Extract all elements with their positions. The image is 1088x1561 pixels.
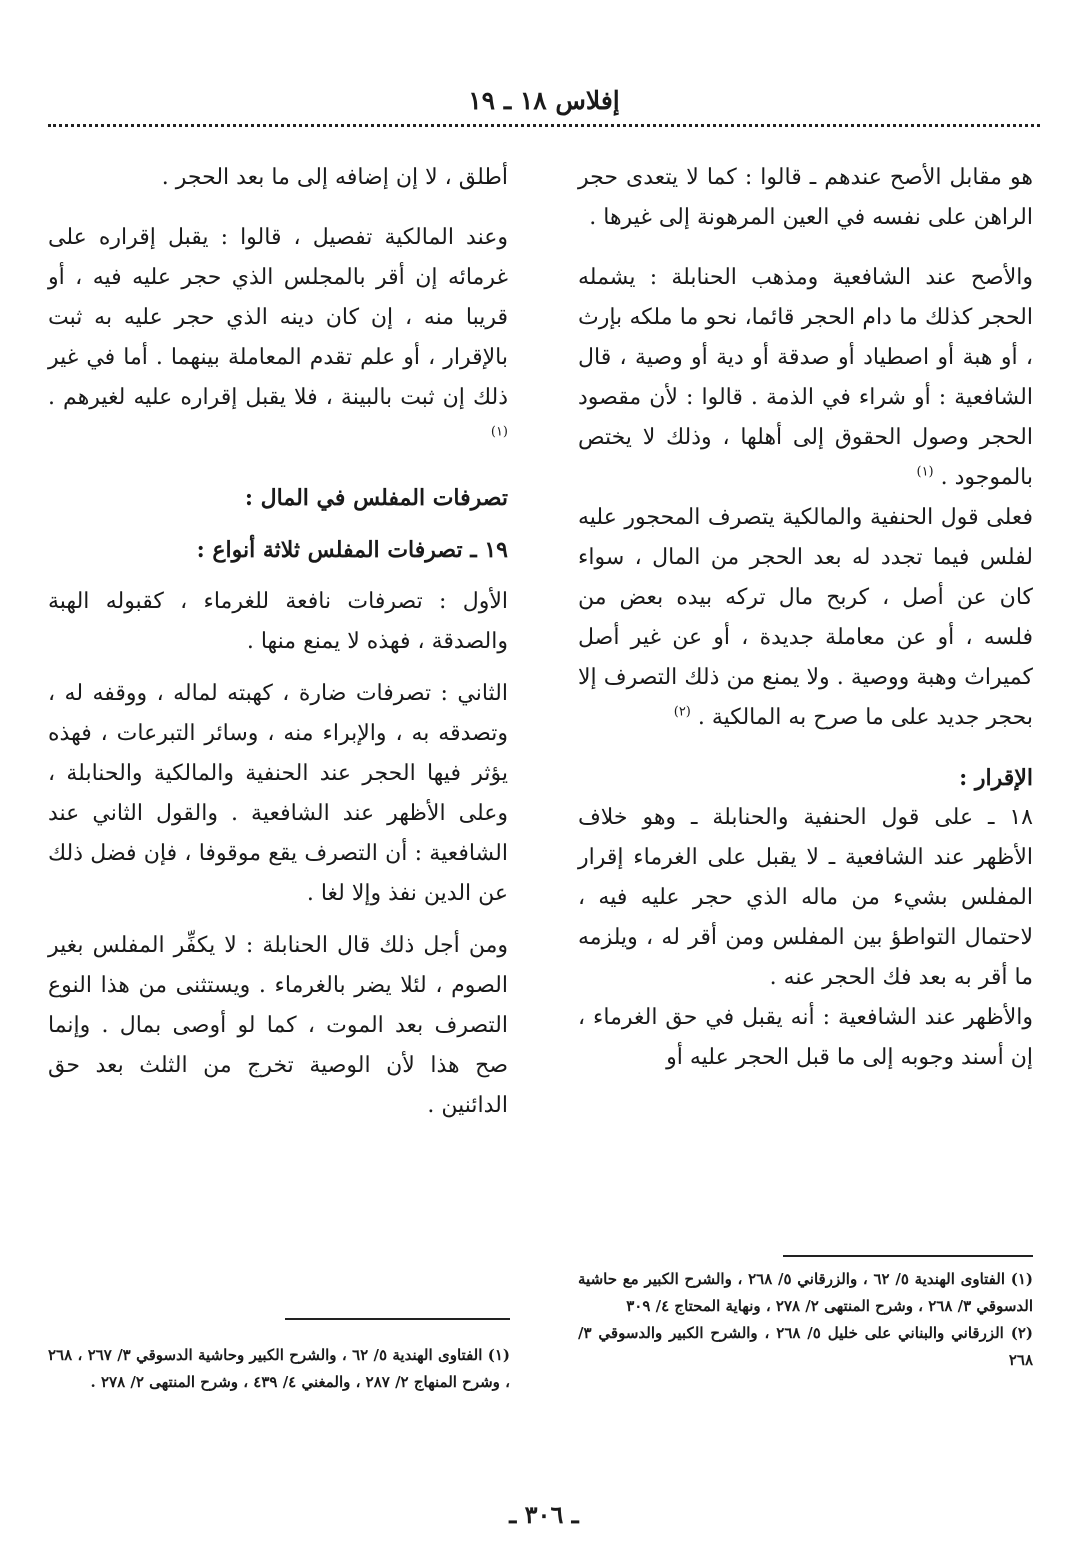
paragraph: ١٩ ـ تصرفات المفلس ثلاثة أنواع : <box>196 537 508 563</box>
footnote-ref: (١) <box>490 424 508 440</box>
footnote: (١) الفتاوى الهندية ٥/ ٦٢ ، والشرح الكبير وحاشية الدسوقي ٣/ ٢٦٧ ، ٢٦٨ ، وشرح المنهاج ٢/ ٢٨٧ ، والمغني ٤/ ٤٣٩ ، وشرح المنتهى ٢/ ٢٧٨ . <box>48 1346 510 1391</box>
footnote-rule-right <box>783 1255 1033 1257</box>
footnote-ref: (٢) <box>673 704 691 720</box>
page-number: ـ ٣٠٦ ـ <box>509 1500 579 1529</box>
paragraph <box>578 498 1033 738</box>
paragraph-text: وعند المالكية تفصيل ، قالوا : يقبل إقراره على غرمائه إن أقر بالمجلس الذي حجر عليه فيه ، أو قريبا منه ، إن كان دينه الذي حجر عليه به ثبت بالإقرار ، أو علم تقدم المعاملة بينهما . أما في غير ذلك إن ثبت بالبينة ، فلا يقبل إقراره عليه لغيرهم . <box>48 225 508 410</box>
paragraph: والأظهر عند الشافعية : أنه يقبل في حق الغرماء ، إن أسند وجوبه إلى ما قبل الحجر عليه أو <box>578 1005 1033 1070</box>
footnotes-right <box>578 1266 1033 1374</box>
paragraph <box>578 258 1033 498</box>
paragraph: أطلق ، لا إن إضافه إلى ما بعد الحجر . <box>161 165 508 190</box>
header-dotted-rule <box>48 124 1040 127</box>
paragraph: هو مقابل الأصح عندهم ـ قالوا : كما لا يتعدى حجر الراهن على نفسه في العين المرهونة إلى غيرها . <box>578 165 1033 230</box>
footnote-rule-left <box>285 1318 510 1320</box>
paragraph: ومن أجل ذلك قال الحنابلة : لا يكفِّر المفلس بغير الصوم ، لئلا يضر بالغرماء . ويستثنى من هذا النوع التصرف بعد الموت ، كما لو أوصى بمال . وإنما صح هذا لأن الوصية تخرج من الثلث بعد حق الدائنين . <box>48 933 508 1118</box>
paragraph-text: والأصح عند الشافعية ومذهب الحنابلة : يشمله الحجر كذلك ما دام الحجر قائما، نحو ما ملكه بإرث ، أو هبة أو اصطياد أو صدقة أو دية أو وصية ، قال الشافعية : أو شراء في الذمة . قالوا : لأن مقصود الحجر وصول الحقوق إلى أهلها ، وذلك لا يختص بالموجود . <box>578 265 1033 490</box>
footnotes-left <box>48 1342 510 1396</box>
paragraph-text: فعلى قول الحنفية والمالكية يتصرف المحجور عليه لفلس فيما تجدد له بعد الحجر من المال ، سواء كان عن أصل ، كربح مال تركه بيده بعض من فلسه ، أو عن معاملة جديدة ، أو عن غير أصل كميراث وهبة ووصية . ولا يمنع من ذلك التصرف إلا بحجر جديد على ما صرح به المالكية . <box>578 505 1033 730</box>
right-text-column <box>578 158 1033 1078</box>
page-header-title: إفلاس ١٨ ـ ١٩ <box>468 86 620 115</box>
paragraph: ١٨ ـ على قول الحنفية والحنابلة ـ وهو خلاف الأظهر عند الشافعية ـ لا يقبل على الغرماء إقرار المفلس بشيء من ماله الذي حجر عليه فيه ، لاحتمال التواطؤ بين المفلس ومن أقر له ، ويلزمه ما أقر به بعد فك الحجر عنه . <box>578 805 1033 990</box>
paragraph <box>48 218 508 458</box>
left-text-column <box>48 158 508 1126</box>
section-heading-iqrar: الإقرار : <box>959 765 1033 791</box>
paragraph: الثاني : تصرفات ضارة ، كهبته لماله ، ووقفه له ، وتصدقه به ، والإبراء منه ، وسائر التبرعات ، فهذه يؤثر فيها الحجر عند الحنفية والمالكية والحنابلة ، وعلى الأظهر عند الشافعية . والقول الثاني عند الشافعية : أن التصرف يقع موقوفا ، فإن فضل ذلك عن الدين نفذ وإلا لغا . <box>48 681 508 906</box>
paragraph: الأول : تصرفات نافعة للغرماء ، كقبوله الهبة والصدقة ، فهذه لا يمنع منها . <box>48 589 508 654</box>
footnote: (٢) الزرقاني والبناني على خليل ٥/ ٢٦٨ ، والشرح الكبير والدسوقي ٣/ ٢٦٨ <box>578 1324 1033 1369</box>
section-heading-tasarrufat: تصرفات المفلس في المال : <box>244 485 508 511</box>
footnote: (١) الفتاوى الهندية ٥/ ٦٢ ، والزرقاني ٥/ ٢٦٨ ، والشرح الكبير مع حاشية الدسوقي ٣/ ٢٦٨ ، وشرح المنتهى ٢/ ٢٧٨ ، ونهاية المحتاج ٤/ ٣٠٩ <box>578 1270 1033 1315</box>
footnote-ref: (١) <box>916 464 934 480</box>
